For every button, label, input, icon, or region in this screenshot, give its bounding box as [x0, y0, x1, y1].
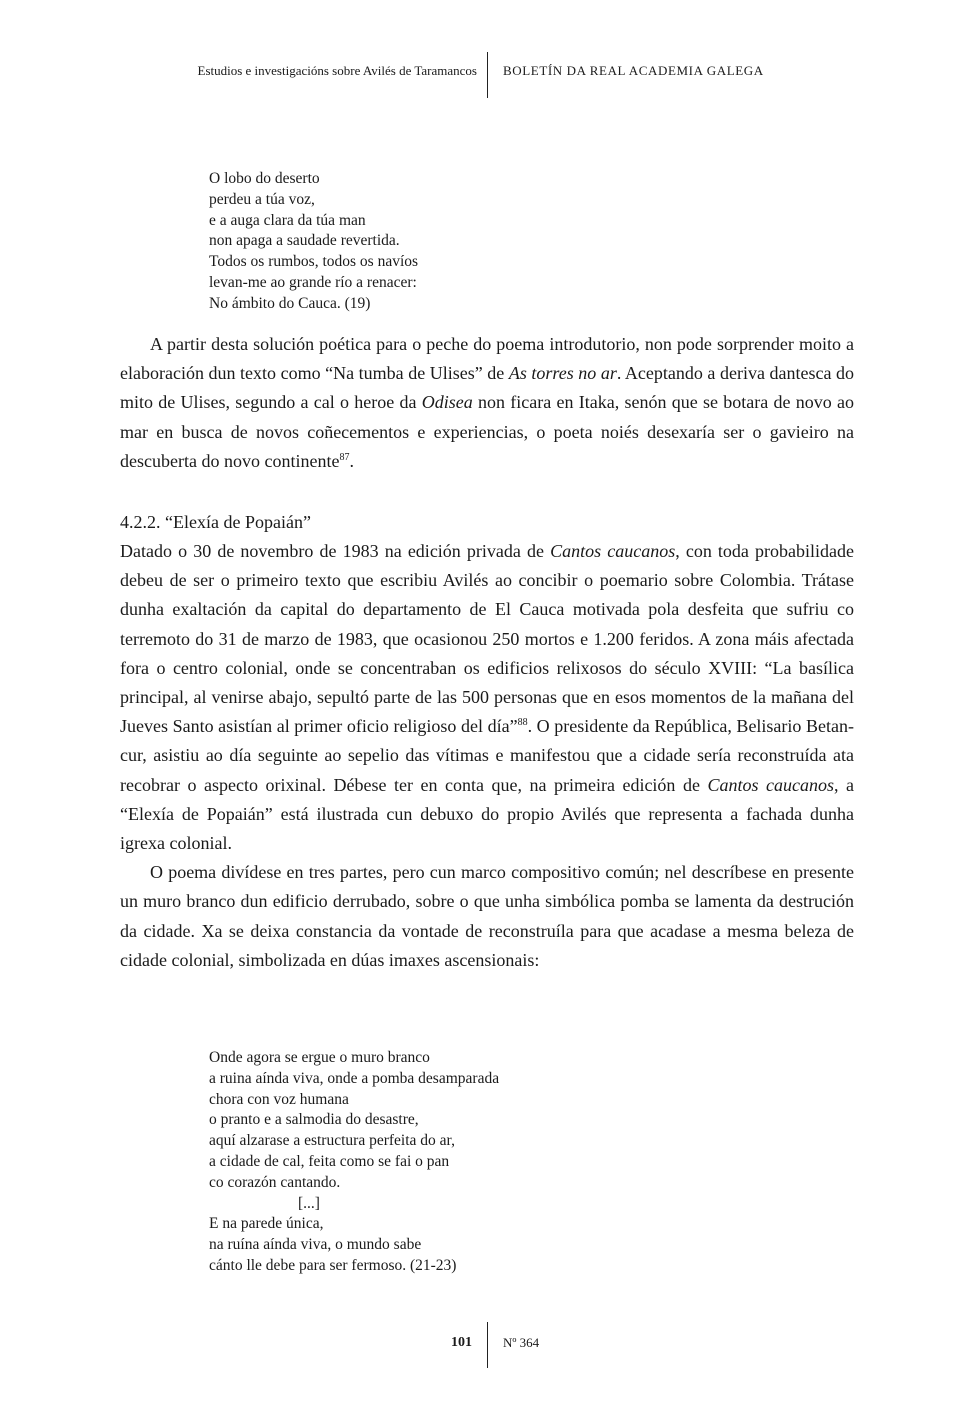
- verse-line: No ámbito do Cauca. (19): [209, 294, 371, 312]
- verse-line: perdeu a túa voz,: [209, 190, 315, 208]
- verse-line: a cidade de cal, feita como se fai o pan: [209, 1152, 450, 1170]
- body-paragraphs-2-3: [120, 537, 854, 975]
- verse-line: Onde agora se ergue o muro branco: [209, 1049, 430, 1066]
- running-header-left: Estudios e investigacións sobre Avilés de Taramancos: [197, 63, 477, 78]
- verse-line: E na parede única,: [209, 1215, 324, 1233]
- header-divider: [487, 52, 488, 98]
- footer-divider: [487, 1322, 488, 1368]
- verse-line: Todos os rumbos, todos os navíos: [209, 253, 419, 271]
- issue-number: Nº 364: [503, 1335, 540, 1350]
- verse-line: o pranto e a salmodia do desastre,: [209, 1111, 419, 1129]
- verse-line: cánto lle debe para ser fermoso. (21-23): [209, 1256, 457, 1274]
- verse-quote-2: [209, 1048, 499, 1277]
- verse-line: a ruina aínda viva, onde a pomba desamparada: [209, 1069, 500, 1087]
- verse-ellipsis: [...]: [298, 1194, 320, 1212]
- footnote-ref-88[interactable]: 88: [517, 717, 528, 729]
- body-paragraph-1: A partir desta solución poética para o peche do poema introdutorio, non pode sorprender moito a elaboración dun texto como “Na tumba de Ulises” de As torres no ar. Aceptando a deriva dantesca do mito de Ulises, segundo a cal o heroe da Odisea non ficara en Itaka, senón que se botara de novo ao mar en busca de novos coñecementos e experiencias, o poeta noiés desexaría ser o gavieiro na descuberta do novo continente$^{87}$.: [120, 334, 855, 471]
- verse-quote-1: [209, 169, 418, 315]
- footnote-ref-87[interactable]: 87: [339, 451, 350, 463]
- verse-line: na ruína aínda viva, o mundo sabe: [209, 1236, 422, 1254]
- section-heading: 4.2.2. “Elexía de Popaián”: [120, 512, 311, 532]
- verse-line: O lobo do deserto: [209, 170, 320, 187]
- body-paragraph-2: Datado o 30 de novembro de 1983 na edición privada de Cantos caucanos, con toda probabilidade debeu de ser o primeiro texto que escribiu Avilés ao concibir o poemario sobre Colombia. Trátase dunha exaltación da capital do departamento de El Cauca motivada pola desfeita que sufriu co terremoto do 31 de marzo de 1983, que ocasionou 250 mortos e 1.200 feridos. A zona máis afectada fora o centro colonial, onde se concentraban os edificios relixosos do século XVIII: “La basílica principal, al venirse abajo, sepultó parte de las 500 personas que en esos momentos de la mañana del Jueves Santo asistían al primer oficio religioso del día”$^{88}$. O presidente da República, Belisario Betancur, asistiu ao día seguinte ao sepelio das vítimas e manifestou que a cidade sería reconstruída ata recobrar o aspecto orixinal. Débese ter en conta que, na primeira edición de Cantos caucanos, a “Elexía de Popaián” está ilustrada cun debuxo do propio Avilés que representa a fachada dunha igrexa colonial.: [120, 541, 854, 854]
- verse-line: chora con voz humana: [209, 1090, 349, 1108]
- body-paragraph-3: O poema divídese en tres partes, pero cun marco compositivo común; nel descríbese en presente un muro branco dun edificio derrubado, sobre o que unha simbólica pomba se lamenta da destrución da cidade. Xa se deixa constancia da vontade de reconstruíla para que acadase a mesma beleza de cidade colonial, simbolizada en dúas imaxes ascensionais:: [120, 862, 854, 970]
- running-header-right: BOLETÍN DA REAL ACADEMIA GALEGA: [503, 63, 764, 78]
- verse-line: non apaga a saudade revertida.: [209, 232, 400, 250]
- verse-line: levan-me ao grande río a renacer:: [209, 273, 417, 291]
- verse-line: co corazón cantando.: [209, 1173, 341, 1191]
- page-number: 101: [451, 1335, 472, 1350]
- verse-line: e a auga clara da túa man: [209, 211, 366, 229]
- verse-line: aquí alzarase a estructura perfeita do ar,: [209, 1132, 455, 1150]
